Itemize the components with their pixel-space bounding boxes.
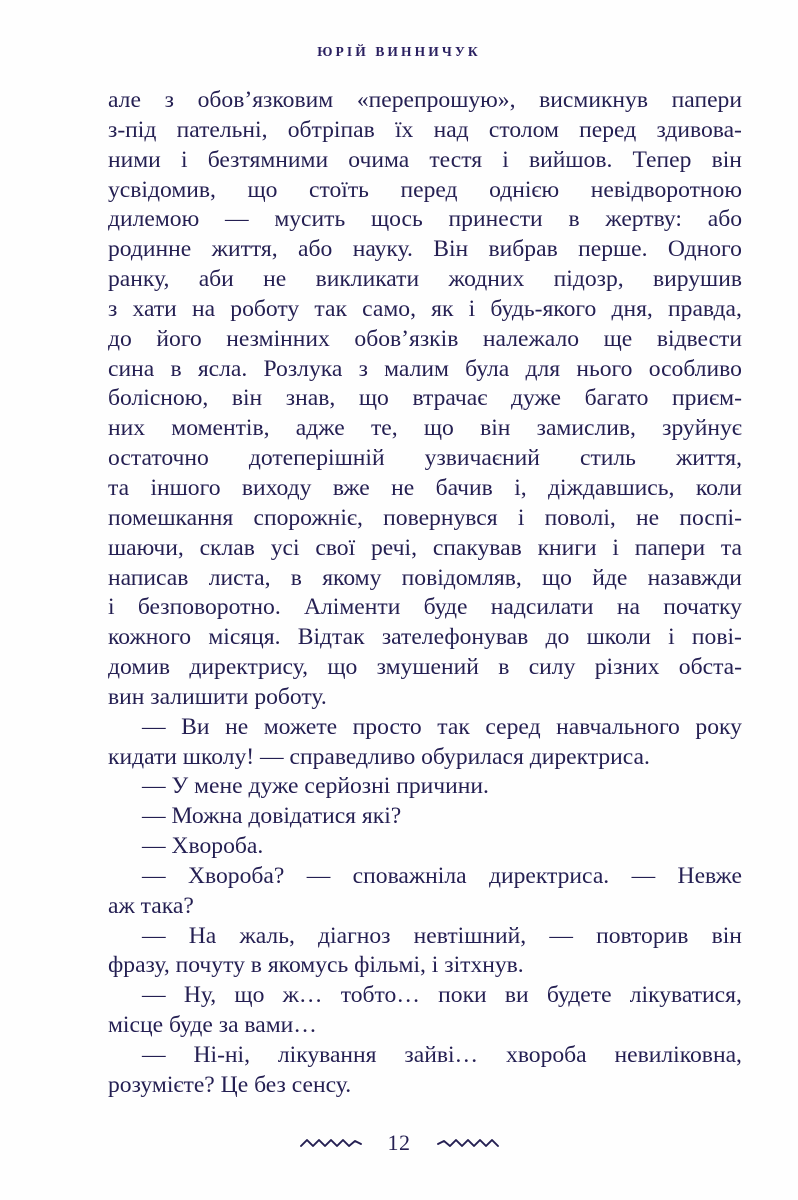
text-word: і bbox=[108, 594, 115, 621]
text-word: повернувся bbox=[383, 504, 498, 531]
running-head-author: ЮРІЙ ВИННИЧУК bbox=[317, 44, 481, 59]
text-word: лікуватися, bbox=[629, 982, 742, 1009]
text-word: що bbox=[358, 385, 389, 412]
text-word: та bbox=[720, 534, 742, 561]
text-word: іншого bbox=[150, 474, 221, 501]
text-word: діждавшись, bbox=[548, 474, 675, 501]
text-line: місце буде за вами… bbox=[108, 1012, 317, 1039]
text-word: над bbox=[433, 116, 469, 143]
text-line bbox=[108, 235, 742, 265]
zigzag-wave-ornament-left bbox=[300, 1137, 362, 1151]
text-word: буде bbox=[423, 594, 468, 621]
text-word: невиліковна, bbox=[614, 1042, 742, 1068]
text-word: не bbox=[263, 266, 287, 293]
page-number: 12 bbox=[387, 1130, 411, 1155]
text-word: вирушив bbox=[652, 266, 742, 293]
text-line bbox=[108, 176, 742, 206]
text-word: жертву: bbox=[605, 206, 682, 233]
text-word: з bbox=[164, 87, 174, 113]
text-word: незмінних bbox=[226, 325, 330, 352]
text-word: ними bbox=[108, 146, 161, 173]
text-word: як bbox=[431, 295, 454, 322]
text-line bbox=[108, 713, 742, 743]
zigzag-wave-ornament-right bbox=[437, 1137, 499, 1151]
text-word: і bbox=[517, 504, 525, 531]
text-word: — bbox=[142, 982, 166, 1009]
text-line bbox=[108, 295, 742, 325]
text-word: аби bbox=[198, 266, 234, 293]
text-word: листа, bbox=[208, 564, 271, 591]
text-word: ранку, bbox=[108, 266, 170, 293]
text-word: вже bbox=[332, 474, 370, 501]
text-word: Ні-ні, bbox=[193, 1042, 250, 1068]
text-word: жаль, bbox=[239, 922, 295, 949]
text-line bbox=[108, 205, 742, 235]
text-word: силу bbox=[528, 654, 576, 681]
text-word: науку. bbox=[352, 236, 413, 263]
text-word: або bbox=[298, 236, 333, 263]
text-word: хвороба bbox=[506, 1042, 587, 1068]
text-word: перед bbox=[579, 116, 637, 143]
text-word: і bbox=[612, 534, 619, 561]
text-word: на bbox=[616, 594, 640, 621]
text-word: книги bbox=[537, 534, 597, 561]
text-word: в bbox=[568, 206, 580, 233]
text-word: перед bbox=[400, 176, 458, 203]
text-word: пові- bbox=[691, 624, 742, 651]
text-word: очима bbox=[348, 146, 410, 173]
text-line bbox=[108, 146, 742, 176]
text-word: — bbox=[142, 1042, 166, 1068]
text-word: і bbox=[668, 624, 675, 651]
text-word: — bbox=[549, 922, 573, 949]
text-word: або bbox=[707, 206, 742, 233]
text-word: якому bbox=[322, 564, 382, 591]
text-word: підозр, bbox=[553, 266, 624, 293]
text-word: однією bbox=[489, 176, 560, 203]
text-word: На bbox=[188, 922, 217, 949]
text-word: мусить bbox=[274, 206, 346, 233]
text-word: жодних bbox=[448, 266, 525, 293]
text-word: знав, bbox=[285, 385, 336, 412]
text-word: Він bbox=[433, 236, 469, 263]
text-word: поки bbox=[438, 982, 487, 1009]
text-line: — Хвороба. bbox=[142, 833, 264, 860]
text-word: директриса. bbox=[488, 862, 610, 889]
text-word: повідомляв, bbox=[401, 564, 522, 591]
text-line bbox=[108, 504, 742, 534]
text-word: повторив bbox=[596, 922, 689, 949]
text-line bbox=[108, 86, 742, 116]
text-line: аж така? bbox=[108, 892, 194, 919]
text-word: принести bbox=[448, 206, 543, 233]
text-word: в bbox=[498, 654, 510, 681]
text-word: місяця. bbox=[208, 624, 281, 651]
text-line bbox=[108, 444, 742, 474]
text-word: безтямними bbox=[207, 146, 329, 173]
text-word: ви bbox=[504, 982, 529, 1009]
text-word: серед bbox=[485, 713, 541, 740]
text-line bbox=[108, 1041, 742, 1071]
text-word: — bbox=[142, 862, 166, 889]
text-word: відвести bbox=[656, 325, 742, 352]
text-word: адже bbox=[295, 415, 345, 442]
text-word: — bbox=[142, 713, 166, 740]
text-word: і bbox=[468, 295, 476, 322]
text-word: виходу bbox=[241, 474, 312, 501]
text-word: на bbox=[192, 295, 216, 322]
text-word: будь-якого bbox=[490, 295, 597, 322]
text-word: тестя bbox=[429, 146, 483, 173]
text-word: невтішний, bbox=[413, 922, 527, 949]
text-line bbox=[108, 862, 742, 892]
text-word: школи bbox=[586, 624, 651, 651]
text-word: написав bbox=[108, 564, 189, 591]
text-word: безповоротно. bbox=[137, 594, 281, 621]
text-word: споважніла bbox=[352, 862, 467, 889]
text-line: кидати школу! — справедливо обурилася директриса. bbox=[108, 743, 650, 770]
text-word: те, bbox=[370, 415, 398, 442]
text-line bbox=[108, 653, 742, 683]
text-word: — bbox=[224, 206, 249, 233]
text-word: ще bbox=[603, 325, 633, 352]
text-word: папери bbox=[634, 534, 706, 561]
text-line bbox=[108, 534, 742, 564]
text-word: узвичаєний bbox=[424, 445, 540, 472]
text-word: дилемою bbox=[108, 206, 200, 233]
text-word: — bbox=[631, 862, 656, 889]
text-word: висмикнув bbox=[539, 87, 648, 113]
text-word: що bbox=[423, 415, 454, 442]
text-word: Відтак bbox=[297, 624, 365, 651]
text-word: що bbox=[327, 654, 358, 681]
text-line bbox=[108, 116, 742, 146]
text-word: в bbox=[290, 564, 302, 591]
text-word: він bbox=[711, 922, 742, 949]
text-word: до bbox=[108, 325, 132, 352]
text-word: приєм- bbox=[672, 385, 742, 412]
text-word: діагноз bbox=[318, 922, 391, 949]
text-word: поволі, bbox=[544, 504, 616, 531]
text-word: свої bbox=[315, 534, 356, 561]
text-word: належало bbox=[482, 325, 580, 352]
text-line bbox=[108, 355, 742, 385]
text-word: життя, bbox=[676, 445, 742, 472]
text-word: Одного bbox=[667, 236, 742, 263]
text-word: різних bbox=[594, 654, 660, 681]
text-word: усі bbox=[270, 534, 300, 561]
text-word: правда, bbox=[668, 295, 742, 322]
text-word: «перепрошую», bbox=[356, 87, 516, 113]
text-word: малим bbox=[384, 355, 449, 382]
text-word: папери bbox=[671, 87, 742, 113]
text-word: що bbox=[247, 176, 278, 203]
text-word: в bbox=[170, 355, 182, 382]
text-word: хати bbox=[132, 295, 177, 322]
text-word: він bbox=[231, 385, 263, 412]
text-word: життя, bbox=[211, 236, 278, 263]
text-word: будете bbox=[546, 982, 612, 1009]
text-word: зруйнує bbox=[662, 415, 742, 442]
text-word: ж… bbox=[282, 982, 323, 1009]
text-line bbox=[108, 593, 742, 623]
text-word: вибрав bbox=[488, 236, 558, 263]
text-word: обтріпав bbox=[287, 116, 375, 143]
text-word: помешкання bbox=[108, 504, 234, 531]
text-word: здивова- bbox=[656, 116, 742, 143]
text-word: назавжди bbox=[647, 564, 742, 591]
text-word: змушений bbox=[376, 654, 479, 681]
text-word: так bbox=[314, 295, 347, 322]
text-word: зайві… bbox=[404, 1042, 479, 1068]
text-word: Невже bbox=[677, 862, 742, 889]
text-word: його bbox=[156, 325, 202, 352]
text-word: директрису, bbox=[189, 654, 308, 681]
text-word: вийшов. bbox=[528, 146, 613, 173]
text-word: спорожніє, bbox=[253, 504, 363, 531]
text-word: дуже bbox=[511, 385, 561, 412]
text-word: надсилати bbox=[490, 594, 594, 621]
text-line: розумієте? Це без сенсу. bbox=[108, 1071, 352, 1098]
text-word: — bbox=[142, 922, 166, 949]
text-line bbox=[108, 981, 742, 1011]
text-word: була bbox=[465, 355, 510, 382]
text-word: — bbox=[306, 862, 331, 889]
text-word: можете bbox=[263, 713, 338, 740]
text-word: початку bbox=[663, 594, 742, 621]
text-word: шаючи, bbox=[108, 534, 184, 561]
text-word: він bbox=[711, 146, 742, 173]
text-word: дотеперішній bbox=[248, 445, 385, 472]
body-text-block bbox=[108, 86, 742, 1101]
text-word: Ви bbox=[181, 713, 210, 740]
text-word: Хвороба? bbox=[187, 862, 285, 889]
text-word: коли bbox=[695, 474, 742, 501]
text-line bbox=[108, 265, 742, 295]
text-word: Ну, bbox=[183, 982, 217, 1009]
text-word: бачив bbox=[435, 474, 493, 501]
text-word: них bbox=[108, 415, 146, 442]
text-word: багато bbox=[584, 385, 649, 412]
text-word: пательні, bbox=[176, 116, 268, 143]
text-word: але bbox=[108, 87, 141, 113]
text-word: особливо bbox=[648, 355, 742, 382]
text-line: вин залишити роботу. bbox=[108, 683, 327, 710]
text-word: і, bbox=[514, 474, 527, 501]
text-word: не bbox=[391, 474, 415, 501]
text-word: усвідомив, bbox=[108, 176, 216, 203]
text-word: роботу bbox=[230, 295, 300, 322]
text-word: Тепер bbox=[632, 146, 692, 173]
text-word: з bbox=[358, 355, 368, 382]
text-word: до bbox=[545, 624, 570, 651]
text-word: стоїть bbox=[309, 176, 369, 203]
text-word: з-під bbox=[108, 116, 157, 143]
text-word: він bbox=[480, 415, 511, 442]
text-word: поспі- bbox=[679, 504, 742, 531]
text-word: Аліменти bbox=[303, 594, 401, 621]
text-word: викликати bbox=[315, 266, 420, 293]
text-word: року bbox=[695, 713, 742, 740]
text-word: просто bbox=[352, 713, 422, 740]
text-line bbox=[108, 623, 742, 653]
text-word: дня, bbox=[611, 295, 653, 322]
text-word: зателефонував bbox=[381, 624, 529, 651]
text-word: нього bbox=[576, 355, 633, 382]
text-word: остаточно bbox=[108, 445, 209, 472]
text-word: столом bbox=[488, 116, 559, 143]
text-word: лікування bbox=[277, 1042, 377, 1068]
text-word: і bbox=[502, 146, 509, 173]
text-word: навчального bbox=[556, 713, 680, 740]
text-word: моментів, bbox=[171, 415, 270, 442]
text-word: і bbox=[180, 146, 188, 173]
text-word: кожного bbox=[108, 624, 192, 651]
text-word: склав bbox=[199, 534, 255, 561]
text-word: для bbox=[525, 355, 561, 382]
text-word: так bbox=[437, 713, 470, 740]
text-word: обов’язковим bbox=[197, 87, 334, 113]
text-word: речі, bbox=[370, 534, 417, 561]
text-word: болісною, bbox=[108, 385, 209, 412]
text-word: спакував bbox=[432, 534, 522, 561]
text-word: що bbox=[542, 564, 572, 591]
text-word: домив bbox=[108, 654, 171, 681]
text-line: — Можна довідатися які? bbox=[142, 803, 402, 830]
text-word: невідворотною bbox=[590, 176, 742, 203]
text-word: їх bbox=[394, 116, 414, 143]
text-word: тобто… bbox=[340, 982, 420, 1009]
text-line bbox=[108, 325, 742, 355]
text-word: втрачає bbox=[412, 385, 488, 412]
text-word: Розлука bbox=[263, 355, 343, 382]
text-line bbox=[108, 922, 742, 952]
text-word: обов’язків bbox=[354, 325, 459, 352]
text-word: щось bbox=[370, 206, 423, 233]
text-word: не bbox=[225, 713, 249, 740]
page-footer bbox=[0, 1132, 798, 1156]
text-word: що bbox=[234, 982, 265, 1009]
text-word: з bbox=[108, 295, 118, 322]
text-word: стиль bbox=[579, 445, 636, 472]
text-word: перше. bbox=[578, 236, 648, 263]
text-line bbox=[108, 564, 742, 594]
text-word: обста- bbox=[678, 654, 742, 681]
text-line bbox=[108, 414, 742, 444]
text-word: замислив, bbox=[536, 415, 636, 442]
text-word: йде bbox=[592, 564, 628, 591]
text-word: само, bbox=[362, 295, 416, 322]
text-line: — У мене дуже серйозні причини. bbox=[142, 773, 489, 800]
text-word: та bbox=[108, 474, 130, 501]
text-line bbox=[108, 474, 742, 504]
text-word: не bbox=[636, 504, 660, 531]
text-line bbox=[108, 384, 742, 414]
text-word: сина bbox=[108, 355, 155, 382]
text-word: родинне bbox=[108, 236, 192, 263]
text-line: фразу, почуту в якомусь фільмі, і зітхнув. bbox=[108, 952, 524, 979]
text-word: ясла. bbox=[197, 355, 248, 382]
